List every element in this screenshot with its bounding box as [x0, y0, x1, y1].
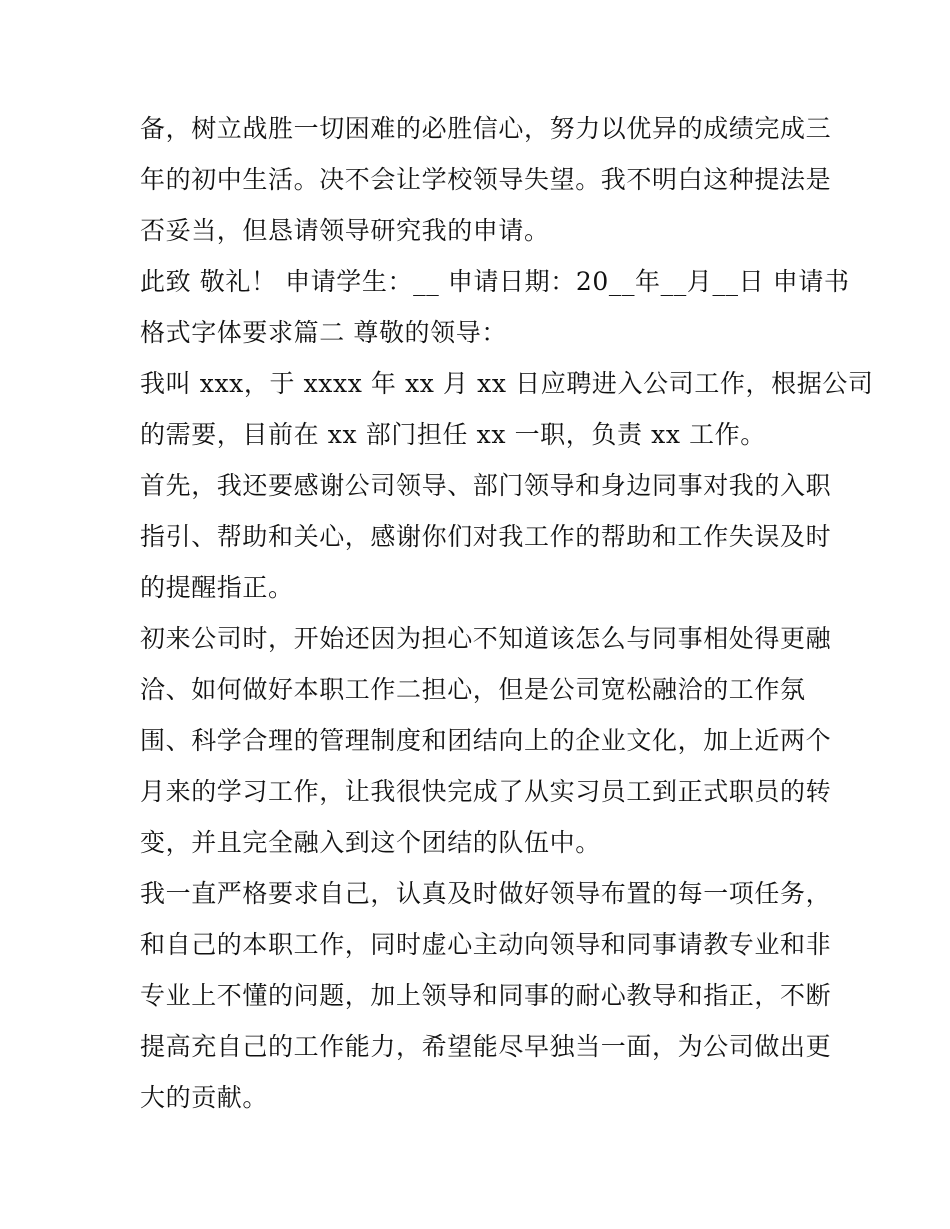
text-line: 年的初中生活。决不会让学校领导失望。我不明白这种提法是 [140, 165, 832, 194]
text-line: 洽、如何做好本职工作二担心，但是公司宽松融洽的工作氛 [140, 675, 806, 704]
text-line: 否妥当，但恳请领导研究我的申请。 [140, 216, 550, 245]
text-line: 和自己的本职工作，同时虚心主动向领导和同事请教专业和非 [140, 930, 832, 959]
text-line: 大的贡献。 [140, 1083, 269, 1112]
text-line: 格式字体要求篇二 尊敬的领导： [140, 318, 507, 347]
text-line: 的提醒指正。 [140, 573, 294, 602]
text-line: 初来公司时，开始还因为担心不知道该怎么与同事相处得更融 [140, 624, 832, 653]
text-line: 此致 敬礼！ 申请学生：__ 申请日期：20__年__月__日 申请书 [140, 267, 850, 296]
text-line: 指引、帮助和关心，感谢你们对我工作的帮助和工作失误及时 [140, 522, 832, 551]
text-line: 的需要，目前在 xx 部门担任 xx 一职，负责 xx 工作。 [140, 420, 766, 449]
text-line: 我一直严格要求自己，认真及时做好领导布置的每一项任务， [140, 879, 832, 908]
text-line: 变，并且完全融入到这个团结的队伍中。 [140, 828, 601, 857]
text-line: 专业上不懂的问题，加上领导和同事的耐心教导和指正，不断 [140, 981, 832, 1010]
text-line: 备，树立战胜一切困难的必胜信心，努力以优异的成绩完成三 [140, 114, 832, 143]
text-line: 首先，我还要感谢公司领导、部门领导和身边同事对我的入职 [140, 471, 832, 500]
document-body [140, 103, 874, 1123]
text-line: 我叫 xxx，于 xxxx 年 xx 月 xx 日应聘进入公司工作，根据公司 [140, 369, 874, 398]
text-line: 围、科学合理的管理制度和团结向上的企业文化，加上近两个 [140, 726, 832, 755]
text-line: 提高充自己的工作能力，希望能尽早独当一面，为公司做出更 [140, 1032, 832, 1061]
text-line: 月来的学习工作，让我很快完成了从实习员工到正式职员的转 [140, 777, 832, 806]
